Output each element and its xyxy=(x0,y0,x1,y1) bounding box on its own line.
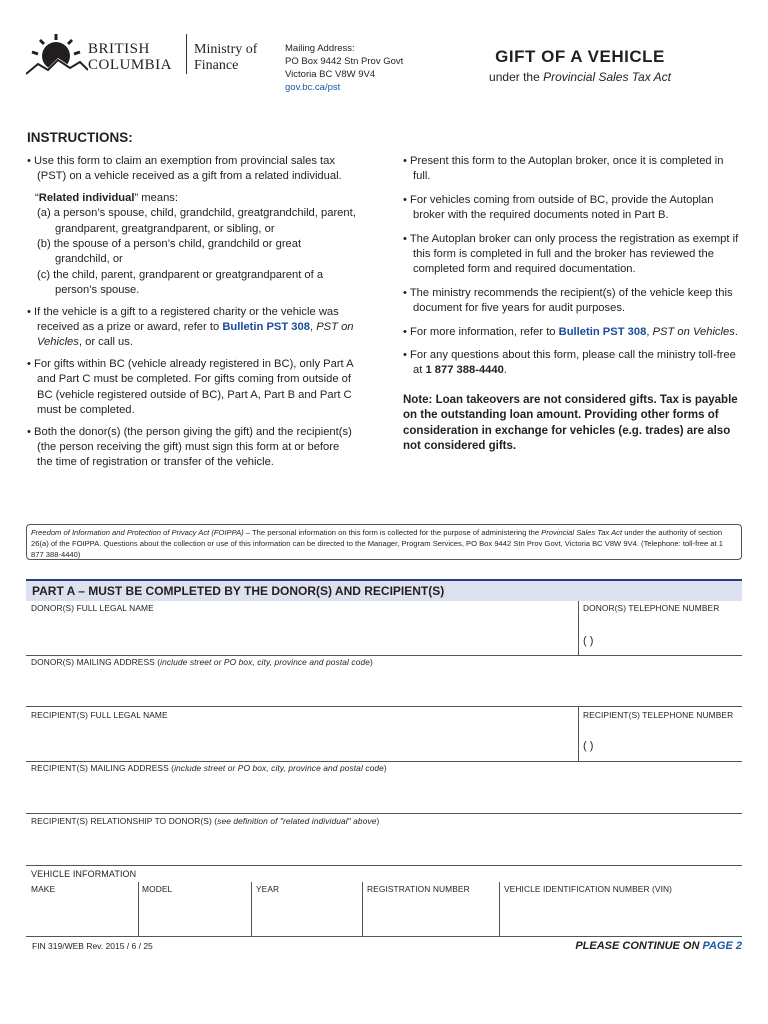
recipient-name-field[interactable] xyxy=(31,720,571,760)
form-subtitle xyxy=(470,70,690,84)
divider xyxy=(251,882,252,936)
instruction-bullet: • The Autoplan broker can only process the registration as exempt if this form is completed in full and the broker has reviewed the completed form and required documentation. xyxy=(403,232,739,276)
bc-sun-mountain-icon xyxy=(26,32,88,78)
donor-name-label: DONOR(S) FULL LEGAL NAME xyxy=(31,603,154,613)
bulletin-link[interactable]: Bulletin PST 308 xyxy=(222,321,310,334)
page-2-link[interactable]: PAGE 2 xyxy=(702,940,742,952)
instruction-bullet: • The ministry recommends the recipient(s) of the vehicle keep this document for five years for audit purposes. xyxy=(403,286,733,315)
recipient-name-label: RECIPIENT(S) FULL LEGAL NAME xyxy=(31,710,168,720)
vehicle-info-label: VEHICLE INFORMATION xyxy=(31,869,137,879)
ministry-line1: Ministry of xyxy=(194,42,258,57)
divider xyxy=(26,761,742,762)
ministry-line2: Finance xyxy=(194,58,239,73)
donor-address-label: DONOR(S) MAILING ADDRESS (include street or PO box, city, province and postal code) xyxy=(31,657,373,667)
year-field[interactable] xyxy=(256,896,359,934)
relationship-label: RECIPIENT(S) RELATIONSHIP TO DONOR(S) (see definition of "related individual" above) xyxy=(31,816,380,826)
logo-divider xyxy=(186,34,187,74)
divider xyxy=(26,706,742,707)
vin-field[interactable] xyxy=(504,896,740,934)
foippa-notice: Freedom of Information and Protection of Privacy Act (FOIPPA) – The personal information on this form is collected for the purpose of administering the Provincial Sales Tax Act under the authority of section 26(a) of the FOIPPA. Questions about the collection or use of this information can be directed to the Manager, Program Services, PO Box 9442 Stn Prov Govt, Victoria BC V8W 9V4. (Telephone: toll-free at 1 877 388-4440) xyxy=(26,524,742,560)
subtitle-prefix: under the xyxy=(489,70,544,84)
instruction-bullet: • Use this form to claim an exemption from provincial sales tax (PST) on a vehicle received as a gift from a related individual. xyxy=(27,155,342,183)
model-label: MODEL xyxy=(142,884,173,894)
relationship-field[interactable] xyxy=(31,827,731,861)
gov-link[interactable]: gov.bc.ca/pst xyxy=(285,82,341,93)
part-a-heading: PART A – MUST BE COMPLETED BY THE DONOR(S) AND RECIPIENT(S) xyxy=(26,579,742,601)
model-field[interactable] xyxy=(142,896,248,934)
make-label: MAKE xyxy=(31,884,56,894)
instructions-left-column xyxy=(27,154,357,477)
divider xyxy=(499,882,500,936)
instruction-bullet: • For any questions about this form, please call the ministry toll-free at 1 877 388-4440. xyxy=(403,349,736,377)
recipient-phone-field[interactable]: ( ) xyxy=(583,740,594,752)
registration-field[interactable] xyxy=(367,896,496,934)
divider xyxy=(26,813,742,814)
definition-a: (a) a person’s spouse, child, grandchild, greatgrandchild, parent, grandparent, greatgrandparent, or sibling, or xyxy=(37,207,356,235)
bulletin-link[interactable]: Bulletin PST 308 xyxy=(558,325,647,338)
loan-takeover-note: Note: Loan takeovers are not considered gifts. Tax is payable on the outstanding loan amount. Providing other forms of consideration in exchange for vehicles (e.g. trades) are also not considered gifts. xyxy=(403,393,738,453)
recipient-address-label: RECIPIENT(S) MAILING ADDRESS (include street or PO box, city, province and postal code) xyxy=(31,763,387,773)
logo-british: BRITISH xyxy=(88,41,150,57)
subtitle-act: Provincial Sales Tax Act xyxy=(543,70,671,84)
form-id: FIN 319/WEB Rev. 2015 / 6 / 25 xyxy=(32,941,153,951)
form-title: GIFT OF A VEHICLE xyxy=(495,47,665,66)
donor-phone-label: DONOR(S) TELEPHONE NUMBER xyxy=(583,603,720,613)
mailing-address xyxy=(285,42,403,94)
recipient-phone-label: RECIPIENT(S) TELEPHONE NUMBER xyxy=(583,710,734,720)
instruction-bullet: • For gifts within BC (vehicle already registered in BC), only Part A and Part C must be completed. For gifts coming from outside of BC (vehicle registered outside of BC), Part A, Part B and Part C must be completed. xyxy=(27,357,354,417)
donor-phone-field[interactable]: ( ) xyxy=(583,635,594,647)
definition-c: (c) the child, parent, grandparent or greatgrandparent of a person’s spouse. xyxy=(37,268,324,297)
instruction-bullet: • Both the donor(s) (the person giving the gift) and the recipient(s) (the person receiving the gift) must sign this form at or before the time of registration or transfer of the vehicle. xyxy=(27,425,352,469)
donor-name-field[interactable] xyxy=(31,613,571,653)
divider xyxy=(26,655,742,656)
donor-address-field[interactable] xyxy=(31,668,731,704)
definition-b: (b) the spouse of a person’s child, grandchild or great grandchild, or xyxy=(37,238,302,266)
make-field[interactable] xyxy=(31,896,135,934)
divider xyxy=(26,865,742,866)
instruction-bullet: • If the vehicle is a gift to a registered charity or the vehicle was received as a prize or award, refer to Bulletin PST 308, PST on Vehicles, or call us. xyxy=(27,305,354,349)
mailing-label: Mailing Address: xyxy=(285,43,355,54)
mailing-line2: Victoria BC V8W 9V4 xyxy=(285,69,376,80)
divider xyxy=(138,882,139,936)
instructions-right-column xyxy=(403,154,743,461)
divider xyxy=(26,936,742,937)
recipient-address-field[interactable] xyxy=(31,774,731,810)
divider xyxy=(578,707,579,761)
instruction-bullet: • For vehicles coming from outside of BC, provide the Autoplan broker with the required documents noted in Part B. xyxy=(403,193,714,222)
instructions-heading: INSTRUCTIONS: xyxy=(27,130,133,145)
logo-columbia: COLUMBIA xyxy=(88,57,173,73)
continue-note: PLEASE CONTINUE ON PAGE 2 xyxy=(575,940,742,952)
mailing-line1: PO Box 9442 Stn Prov Govt xyxy=(285,56,404,67)
instruction-bullet: • Present this form to the Autoplan broker, once it is completed in full. xyxy=(403,155,724,183)
registration-label: REGISTRATION NUMBER xyxy=(367,884,470,894)
year-label: YEAR xyxy=(256,884,280,894)
divider xyxy=(578,601,579,655)
instruction-bullet: • For more information, refer to Bulletin PST 308, PST on Vehicles. xyxy=(403,325,738,338)
divider xyxy=(362,882,363,936)
vin-label: VEHICLE IDENTIFICATION NUMBER (VIN) xyxy=(504,884,673,894)
related-individual-definition: “Related individual” means: xyxy=(35,191,178,204)
ministry-name xyxy=(194,42,257,74)
